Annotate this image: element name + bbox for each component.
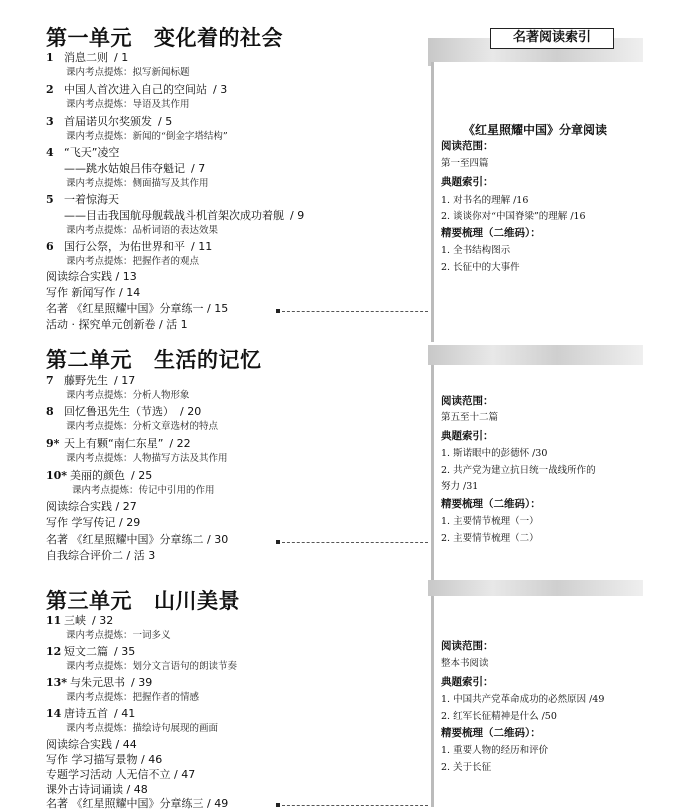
- page-number: / 7: [191, 162, 206, 175]
- index-header: 名著阅读索引: [490, 28, 614, 49]
- toc-extra[interactable]: 写作 新闻写作 / 14: [46, 286, 141, 299]
- lesson-number: 11: [46, 614, 62, 627]
- lesson-number: 14: [46, 707, 62, 720]
- toc-entry[interactable]: [46, 469, 152, 483]
- lesson-note: 课内考点提炼：一词多义: [66, 630, 171, 641]
- leader-line: [282, 542, 428, 543]
- unit-name: 山川美景: [154, 589, 240, 613]
- lesson-title: 天上有颗“南仁东星”: [64, 437, 164, 450]
- question-item[interactable]: 努力 /31: [441, 481, 479, 492]
- summary-label: 精要梳理（二维码）：: [441, 498, 541, 510]
- toc-extra[interactable]: 写作 学习描写景物 / 46: [46, 753, 163, 766]
- lesson-number: 1: [46, 51, 54, 64]
- lesson-number: 12: [46, 645, 62, 658]
- summary-item[interactable]: 2. 关于长征: [441, 762, 492, 773]
- question-item[interactable]: 1. 斯诺眼中的彭德怀 /30: [441, 448, 548, 459]
- range-value: 第五至十二篇: [441, 412, 499, 423]
- lesson-title: 首届诺贝尔奖颁发: [64, 115, 152, 128]
- question-item[interactable]: 1. 对书名的理解 /16: [441, 195, 529, 206]
- range-value: 第一至四篇: [441, 158, 489, 169]
- page-number: / 20: [180, 405, 202, 418]
- lesson-title: 藤野先生: [64, 374, 108, 387]
- lesson-note: 课内考点提炼：传记中引用的作用: [72, 485, 215, 496]
- panel-strip: [428, 345, 643, 365]
- page-number: / 1: [114, 51, 129, 64]
- panel-strip: [428, 580, 643, 596]
- lesson-number: 10*: [46, 469, 68, 482]
- lesson-note: 课内考点提炼：导语及其作用: [66, 99, 190, 110]
- toc-extra[interactable]: 阅读综合实践 / 27: [46, 500, 137, 513]
- toc-entry[interactable]: [46, 614, 113, 628]
- page-number: / 5: [158, 115, 173, 128]
- page-number: / 32: [92, 614, 114, 627]
- lesson-number: 4: [46, 146, 54, 159]
- toc-entry[interactable]: [46, 437, 191, 451]
- lesson-note: 课内考点提炼：新闻的“倒金字塔结构”: [66, 131, 228, 142]
- lesson-title: 三峡: [64, 614, 86, 627]
- leader-line: [282, 311, 428, 312]
- leader-dot: [276, 803, 280, 807]
- page-number: / 35: [114, 645, 136, 658]
- toc-entry[interactable]: [46, 707, 135, 721]
- lesson-number: 3: [46, 115, 54, 128]
- lesson-note: 课内考点提炼：分析文章选材的特点: [66, 421, 219, 432]
- leader-dot: [276, 309, 280, 313]
- page-number: / 9: [290, 209, 305, 222]
- range-label: 阅读范围：: [441, 395, 494, 407]
- lesson-note: 课内考点提炼：分析人物形象: [66, 390, 190, 401]
- lesson-title: 与朱元思书: [70, 676, 125, 689]
- unit-2-title: [46, 344, 262, 374]
- summary-label: 精要梳理（二维码）：: [441, 227, 541, 239]
- lesson-title: “飞天”凌空: [64, 146, 120, 159]
- toc-entry[interactable]: [46, 405, 201, 419]
- lesson-note: 课内考点提炼：把握作者的情感: [66, 692, 200, 703]
- toc-extra-classic[interactable]: 名著 《红星照耀中国》分章练一 / 15: [46, 302, 229, 315]
- lesson-title: 中国人首次进入自己的空间站: [64, 83, 207, 96]
- toc-entry[interactable]: [46, 193, 119, 207]
- lesson-note: 课内考点提炼：拟写新闻标题: [66, 67, 190, 78]
- toc-extra-classic[interactable]: 名著 《红星照耀中国》分章练二 / 30: [46, 533, 229, 546]
- lesson-subtitle: ——跳水姑娘吕伟夺魁记: [64, 162, 185, 175]
- page-number: / 11: [191, 240, 213, 253]
- range-label: 阅读范围：: [441, 140, 494, 152]
- lesson-number: 9*: [46, 437, 60, 450]
- lesson-title: 唐诗五首: [64, 707, 108, 720]
- toc-extra[interactable]: 阅读综合实践 / 13: [46, 270, 137, 283]
- lesson-title: 回忆鲁迅先生（节选）: [64, 405, 174, 418]
- unit-name: 变化着的社会: [154, 26, 283, 50]
- toc-entry[interactable]: [46, 676, 152, 690]
- page-number: / 22: [169, 437, 191, 450]
- question-item[interactable]: 2. 共产党为建立抗日统一战线所作的: [441, 465, 596, 476]
- unit-3-title: [46, 585, 240, 615]
- lesson-title: 短文二篇: [64, 645, 108, 658]
- toc-entry[interactable]: [46, 83, 227, 97]
- lesson-note: 课内考点提炼：品析词语的表达效果: [66, 225, 219, 236]
- lesson-number: 2: [46, 83, 54, 96]
- toc-entry[interactable]: [46, 374, 135, 388]
- page-number: / 17: [114, 374, 136, 387]
- leader-line: [282, 805, 428, 806]
- question-item[interactable]: 2. 谈谈你对“中国脊梁”的理解 /16: [441, 211, 586, 222]
- lesson-note: 课内考点提炼：侧面描写及其作用: [66, 178, 209, 189]
- lesson-number: 13*: [46, 676, 68, 689]
- unit-name: 生活的记忆: [154, 348, 262, 372]
- question-index-label: 典题索引：: [441, 676, 494, 688]
- toc-subtitle: [64, 162, 205, 176]
- page-number: / 3: [213, 83, 228, 96]
- lesson-subtitle: ——目击我国航母舰载战斗机首架次成功着舰: [64, 209, 284, 222]
- toc-extra[interactable]: 写作 学写传记 / 29: [46, 516, 141, 529]
- range-value: 整本书阅读: [441, 658, 489, 669]
- unit-label: 第三单元: [46, 589, 132, 613]
- leader-dot: [276, 540, 280, 544]
- toc-entry[interactable]: [46, 240, 212, 254]
- summary-item[interactable]: 1. 重要人物的经历和评价: [441, 745, 549, 756]
- lesson-note: 课内考点提炼：人物描写方法及其作用: [66, 453, 228, 464]
- summary-label: 精要梳理（二维码）：: [441, 727, 541, 739]
- lesson-title: 一着惊海天: [64, 193, 119, 206]
- toc-entry[interactable]: [46, 146, 119, 160]
- toc-subtitle: [64, 209, 304, 223]
- toc-extra[interactable]: 阅读综合实践 / 44: [46, 738, 137, 751]
- toc-extra[interactable]: 活动 · 探究单元创新卷 / 活 1: [46, 318, 188, 331]
- summary-item[interactable]: 2. 长征中的大事件: [441, 262, 520, 273]
- lesson-number: 8: [46, 405, 54, 418]
- lesson-number: 6: [46, 240, 54, 253]
- lesson-title: 美丽的颜色: [70, 469, 125, 482]
- question-item[interactable]: 2. 红军长征精神是什么 /50: [441, 711, 557, 722]
- page-number: / 41: [114, 707, 136, 720]
- summary-item[interactable]: 1. 主要情节梳理（一）: [441, 516, 539, 527]
- lesson-note: 课内考点提炼：描绘诗句展现的画面: [66, 723, 219, 734]
- lesson-number: 5: [46, 193, 54, 206]
- toc-entry[interactable]: [46, 645, 135, 659]
- question-index-label: 典题索引：: [441, 176, 494, 188]
- toc-entry[interactable]: [46, 51, 128, 65]
- page-number: / 25: [131, 469, 153, 482]
- lesson-note: 课内考点提炼：划分文言语句的朗读节奏: [66, 661, 238, 672]
- toc-extra[interactable]: 自我综合评价二 / 活 3: [46, 549, 156, 562]
- question-item[interactable]: 1. 中国共产党革命成功的必然原因 /49: [441, 694, 605, 705]
- lesson-number: 7: [46, 374, 54, 387]
- unit-label: 第二单元: [46, 348, 132, 372]
- unit-label: 第一单元: [46, 26, 132, 50]
- panel-title: 《红星照耀中国》分章阅读: [463, 123, 608, 137]
- summary-item[interactable]: 2. 主要情节梳理（二）: [441, 533, 539, 544]
- lesson-title: 消息二则: [64, 51, 108, 64]
- toc-entry[interactable]: [46, 115, 172, 129]
- lesson-note: 课内考点提炼：把握作者的观点: [66, 256, 200, 267]
- toc-extra-classic[interactable]: 名著 《红星照耀中国》分章练三 / 49: [46, 797, 229, 810]
- summary-item[interactable]: 1. 全书结构图示: [441, 245, 511, 256]
- lesson-title: 国行公祭，为佑世界和平: [64, 240, 185, 253]
- page-number: / 39: [131, 676, 153, 689]
- range-label: 阅读范围：: [441, 640, 494, 652]
- unit-1-title: [46, 22, 283, 52]
- toc-extra[interactable]: 专题学习活动 人无信不立 / 47: [46, 768, 196, 781]
- toc-extra[interactable]: 课外古诗词诵读 / 48: [46, 783, 148, 796]
- question-index-label: 典题索引：: [441, 430, 494, 442]
